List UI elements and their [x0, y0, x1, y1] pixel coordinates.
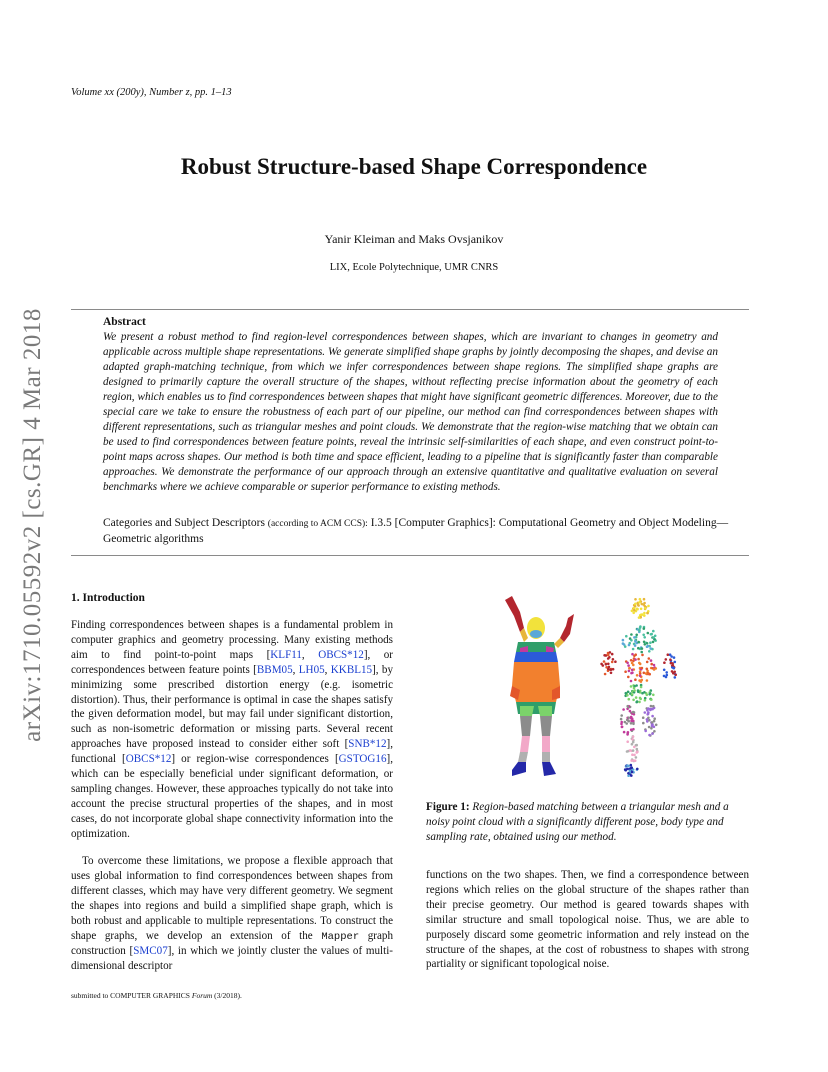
- point: [620, 723, 623, 726]
- arxiv-stamp: [16, 290, 50, 760]
- point: [641, 647, 644, 650]
- point: [630, 774, 633, 777]
- footer-text: submitted to COMPUTER GRAPHICS: [71, 991, 192, 1000]
- point: [639, 675, 642, 678]
- citation-link[interactable]: BBM05: [256, 663, 293, 676]
- point: [621, 726, 624, 729]
- point: [620, 718, 623, 721]
- point: [646, 612, 649, 615]
- point: [650, 698, 653, 701]
- footer: [71, 991, 242, 1000]
- point: [634, 653, 637, 656]
- point: [600, 663, 603, 666]
- point: [655, 667, 658, 670]
- point: [631, 610, 634, 613]
- point: [648, 693, 651, 696]
- point: [655, 724, 658, 727]
- point: [646, 668, 649, 671]
- point: [624, 670, 627, 673]
- point: [636, 700, 639, 703]
- point: [632, 723, 635, 726]
- text-run: ], by minimizing some prescribed distortion energy (e.g. isometric distortion). Thus, their performance is optimal in case the shapes satisfy the given deformation model, but may fail under significant distortion, such as non-isometric deformation or missing parts. Several recent approaches have proposed instead to consider either soft [: [71, 663, 394, 751]
- point: [607, 657, 610, 660]
- text-run: ], functional [: [71, 738, 393, 766]
- point: [632, 612, 635, 615]
- point: [643, 636, 646, 639]
- point: [628, 644, 631, 647]
- point: [669, 653, 672, 656]
- point: [650, 727, 653, 730]
- point: [611, 653, 614, 656]
- point: [622, 639, 625, 642]
- point: [609, 668, 612, 671]
- point: [634, 678, 637, 681]
- figure-1-caption: [426, 800, 749, 845]
- point: [634, 644, 637, 647]
- point: [620, 714, 623, 717]
- point: [638, 601, 641, 604]
- point: [626, 705, 629, 708]
- point: [647, 713, 650, 716]
- text-run: ], in which we jointly cluster the values of multi-dimensional descriptor: [71, 945, 393, 973]
- point: [643, 641, 646, 644]
- point: [640, 686, 643, 689]
- point: [639, 625, 642, 628]
- point: [622, 708, 625, 711]
- text-run: ], or correspondences between feature points [: [71, 648, 394, 676]
- point: [632, 749, 635, 752]
- point: [644, 699, 647, 702]
- point: [630, 672, 633, 675]
- point: [674, 674, 677, 677]
- intro-paragraph-2: [71, 854, 393, 974]
- point: [627, 691, 630, 694]
- point: [636, 608, 639, 611]
- point: [614, 660, 617, 663]
- arxiv-id: arXiv:1710.05592v2 [cs.GR] 4 Mar 2018: [19, 308, 46, 742]
- point: [627, 774, 630, 777]
- point: [630, 764, 633, 767]
- point: [627, 772, 630, 775]
- point: [604, 673, 607, 676]
- point: [673, 671, 676, 674]
- point: [639, 598, 642, 601]
- point: [633, 636, 636, 639]
- point: [607, 663, 610, 666]
- citation-link[interactable]: KLF11: [270, 648, 302, 661]
- point: [647, 605, 650, 608]
- point: [626, 694, 629, 697]
- point: [642, 634, 645, 637]
- point: [631, 738, 634, 741]
- point: [628, 667, 631, 670]
- point: [643, 612, 646, 615]
- point: [642, 722, 645, 725]
- point: [610, 672, 613, 675]
- point: [652, 641, 655, 644]
- point: [631, 669, 634, 672]
- point: [646, 718, 649, 721]
- categories: [103, 516, 747, 547]
- journal-header: Volume xx (200y), Number z, pp. 1–13: [71, 87, 232, 98]
- point: [632, 699, 635, 702]
- point: [630, 716, 633, 719]
- point: [636, 768, 639, 771]
- point: [630, 685, 633, 688]
- point: [609, 651, 612, 654]
- point: [643, 691, 646, 694]
- affiliation: LIX, Ecole Polytechnique, UMR CNRS: [329, 262, 499, 273]
- point: [671, 670, 674, 673]
- point: [611, 661, 614, 664]
- point: [650, 659, 653, 662]
- point: [630, 728, 633, 731]
- point: [652, 694, 655, 697]
- point: [624, 645, 627, 648]
- point: [629, 770, 632, 773]
- point: [630, 759, 633, 762]
- figure-label: Figure 1:: [426, 801, 470, 813]
- point: [634, 759, 637, 762]
- point: [648, 657, 651, 660]
- point: [627, 716, 630, 719]
- point: [633, 746, 636, 749]
- point: [646, 661, 649, 664]
- text-run: ,: [301, 648, 319, 661]
- point: [653, 717, 656, 720]
- point: [651, 724, 654, 727]
- point: [640, 613, 643, 616]
- point: [638, 701, 641, 704]
- point: [624, 769, 627, 772]
- footer-journal: Forum: [191, 991, 213, 1000]
- point: [648, 650, 651, 653]
- point: [665, 658, 668, 661]
- intro-paragraph-1: [71, 618, 393, 842]
- intro-paragraph-3: functions on the two shapes. Then, we find a correspondence between regions which relies on the global structure of the shapes rather than their precise geometry. Our method is geared towards shapes with similar structure and small topological noise. Thus, we are able to purposely discard some geometric information and rely instead on the structure of the shapes, at the cost of robustness to shapes with strong partiality or significant topological noise.: [426, 869, 749, 971]
- point: [648, 719, 651, 722]
- point: [638, 616, 641, 619]
- point: [636, 751, 639, 754]
- point: [646, 709, 649, 712]
- point: [645, 672, 648, 675]
- point: [649, 708, 652, 711]
- point: [652, 705, 655, 708]
- point: [643, 614, 646, 617]
- point: [626, 662, 629, 665]
- point: [635, 756, 638, 759]
- point: [635, 696, 638, 699]
- point: [634, 598, 637, 601]
- text-run: ], which can be especially beneficial under significant deformation, or sampling changes. However, these approaches typically do not take into account the precise structural properties of the shapes, and in most cases, do not incorporate global shape connectivity information into the optimization.: [71, 753, 393, 840]
- text-run: ,: [324, 663, 331, 676]
- point: [640, 651, 643, 654]
- point: [642, 716, 645, 719]
- authors: Yanir Kleiman and Maks Ovsjanikov: [324, 232, 504, 246]
- section-heading: 1. Introduction: [71, 592, 145, 604]
- point-cloud-figure: [600, 598, 677, 777]
- point: [633, 609, 636, 612]
- point: [623, 731, 626, 734]
- paper-title: Robust Structure-based Shape Correspondence: [180, 154, 648, 179]
- point: [637, 647, 640, 650]
- point: [640, 608, 643, 611]
- point: [631, 662, 634, 665]
- point: [605, 666, 608, 669]
- point: [634, 603, 637, 606]
- text-run: To overcome these limitations, we propose a flexible approach that uses global information to find correspondences between shapes from different classes, which may have very different geometry. We segment the shapes into regions and build a simplified shape graph, which is both robust and applicable to multiple representations. To construct the shape graphs, we develop an extension of the: [71, 855, 393, 942]
- point: [637, 641, 640, 644]
- point: [635, 744, 638, 747]
- point: [669, 658, 672, 661]
- citation-link[interactable]: KKBL15: [330, 663, 373, 676]
- citation-link[interactable]: GSTOG16: [338, 753, 387, 766]
- point: [625, 722, 628, 725]
- point: [646, 645, 649, 648]
- point: [641, 654, 644, 657]
- point: [643, 627, 646, 630]
- point: [644, 730, 647, 733]
- point: [649, 647, 652, 650]
- citation-link[interactable]: OBCS*12: [318, 648, 364, 661]
- citation-link[interactable]: SMC07: [133, 945, 168, 958]
- point: [633, 689, 636, 692]
- abstract-text: We present a robust method to find region-level correspondences between shapes, which are invariant to changes in geometry and applicable across multiple shape representations. We generate simplified shape graphs by jointly decomposing the shapes, and devise an adapted graph-matching technique, from which we infer correspondences between shape regions. The simplified shape graphs are designed to primarily capture the overall structure of the shapes, without reflecting precise information about the geometry of each region, which enables us to find correspondences between shapes that might have significant geometric differences. Moreover, due to the special care we take to ensure the robustness of each part of our pipeline, our method can find correspondences between shapes with different representations, such as triangular meshes and point clouds. We demonstrate that the region-wise matching that we obtain can be used to find correspondences between feature points, reveal the intrinsic self-similarities of each shape, and even construct point-to-point maps across shapes. Our method is both time and space efficient, leading to a pipeline that is significantly faster than comparable approaches. We demonstrate the performance of our approach through an extensive quantitative and qualitative evaluation on several benchmarks where we achieve comparable or superior performance to existing methods.: [103, 331, 718, 493]
- text-run: graph construction [: [71, 929, 393, 958]
- point: [643, 598, 646, 601]
- point: [636, 748, 639, 751]
- point: [667, 653, 670, 656]
- point: [651, 721, 654, 724]
- point: [626, 740, 629, 743]
- point: [652, 636, 655, 639]
- point: [648, 673, 651, 676]
- point: [653, 730, 656, 733]
- point: [651, 732, 654, 735]
- point: [674, 661, 677, 664]
- point: [663, 675, 666, 678]
- point: [604, 654, 607, 657]
- point: [634, 640, 637, 643]
- point: [637, 691, 640, 694]
- point: [632, 720, 635, 723]
- categories-note: (according to ACM CCS):: [267, 519, 368, 529]
- point: [630, 680, 633, 683]
- point: [653, 664, 656, 667]
- point: [646, 694, 649, 697]
- point: [648, 726, 651, 729]
- point: [605, 663, 608, 666]
- categories-text: I.3.5 [Computer Graphics]: Computational Geometry and Object Modeling—Geometric algorithms: [103, 517, 729, 545]
- point: [673, 656, 676, 659]
- point: [641, 667, 644, 670]
- point: [626, 764, 629, 767]
- point: [633, 754, 636, 757]
- text-run: ,: [292, 663, 299, 676]
- point: [638, 629, 641, 632]
- point: [630, 722, 633, 725]
- point: [630, 633, 633, 636]
- point: [626, 750, 629, 753]
- point: [652, 630, 655, 633]
- figure-1-image: [490, 590, 690, 785]
- point: [648, 734, 651, 737]
- point: [674, 676, 677, 679]
- point: [646, 679, 649, 682]
- point: [612, 658, 615, 661]
- point: [651, 715, 654, 718]
- bottom-rule: [71, 555, 749, 556]
- point: [641, 679, 644, 682]
- point: [627, 720, 630, 723]
- point: [646, 642, 649, 645]
- point: [637, 603, 640, 606]
- point: [650, 663, 653, 666]
- point: [631, 693, 634, 696]
- point: [637, 658, 640, 661]
- point: [649, 641, 652, 644]
- point: [625, 692, 628, 695]
- point: [629, 710, 632, 713]
- mesh-figure: [505, 596, 574, 776]
- text-run: Finding correspondences between shapes is a fundamental problem in computer graphics and geometry processing. Many existing methods aim to find point-to-point maps [: [71, 619, 393, 661]
- point: [627, 676, 630, 679]
- point: [663, 669, 666, 672]
- point: [641, 603, 644, 606]
- point: [608, 666, 611, 669]
- point: [635, 634, 638, 637]
- point: [650, 633, 653, 636]
- point: [612, 668, 615, 671]
- point: [626, 733, 629, 736]
- point: [631, 743, 634, 746]
- point: [629, 767, 632, 770]
- point: [625, 635, 628, 638]
- point: [627, 664, 630, 667]
- point: [628, 670, 631, 673]
- point: [628, 698, 631, 701]
- point: [632, 648, 635, 651]
- point: [633, 687, 636, 690]
- point: [672, 664, 675, 667]
- point: [632, 711, 635, 714]
- point: [636, 674, 639, 677]
- code-term: Mapper: [321, 930, 360, 943]
- point: [630, 639, 633, 642]
- point: [639, 663, 642, 666]
- point: [665, 671, 668, 674]
- point: [634, 658, 637, 661]
- point: [630, 659, 633, 662]
- point: [603, 660, 606, 663]
- abstract-heading: Abstract: [103, 316, 146, 328]
- point: [663, 661, 666, 664]
- footer-text: (3/2018).: [212, 991, 242, 1000]
- point: [647, 632, 650, 635]
- point: [666, 674, 669, 677]
- point: [650, 705, 653, 708]
- point: [644, 711, 647, 714]
- caption-text: Region-based matching between a triangular mesh and a noisy point cloud with a significantly different pose, body type and sampling rate, obtained using our method.: [426, 801, 729, 843]
- text-run: ] or region-wise correspondences [: [171, 753, 339, 766]
- citation-link[interactable]: OBCS*12: [125, 753, 172, 766]
- citation-link[interactable]: SNB*12: [348, 738, 387, 751]
- point: [639, 697, 642, 700]
- top-rule: [71, 309, 749, 310]
- point: [644, 607, 647, 610]
- categories-label: Categories and Subject Descriptors: [103, 517, 265, 529]
- citation-link[interactable]: LH05: [298, 663, 325, 676]
